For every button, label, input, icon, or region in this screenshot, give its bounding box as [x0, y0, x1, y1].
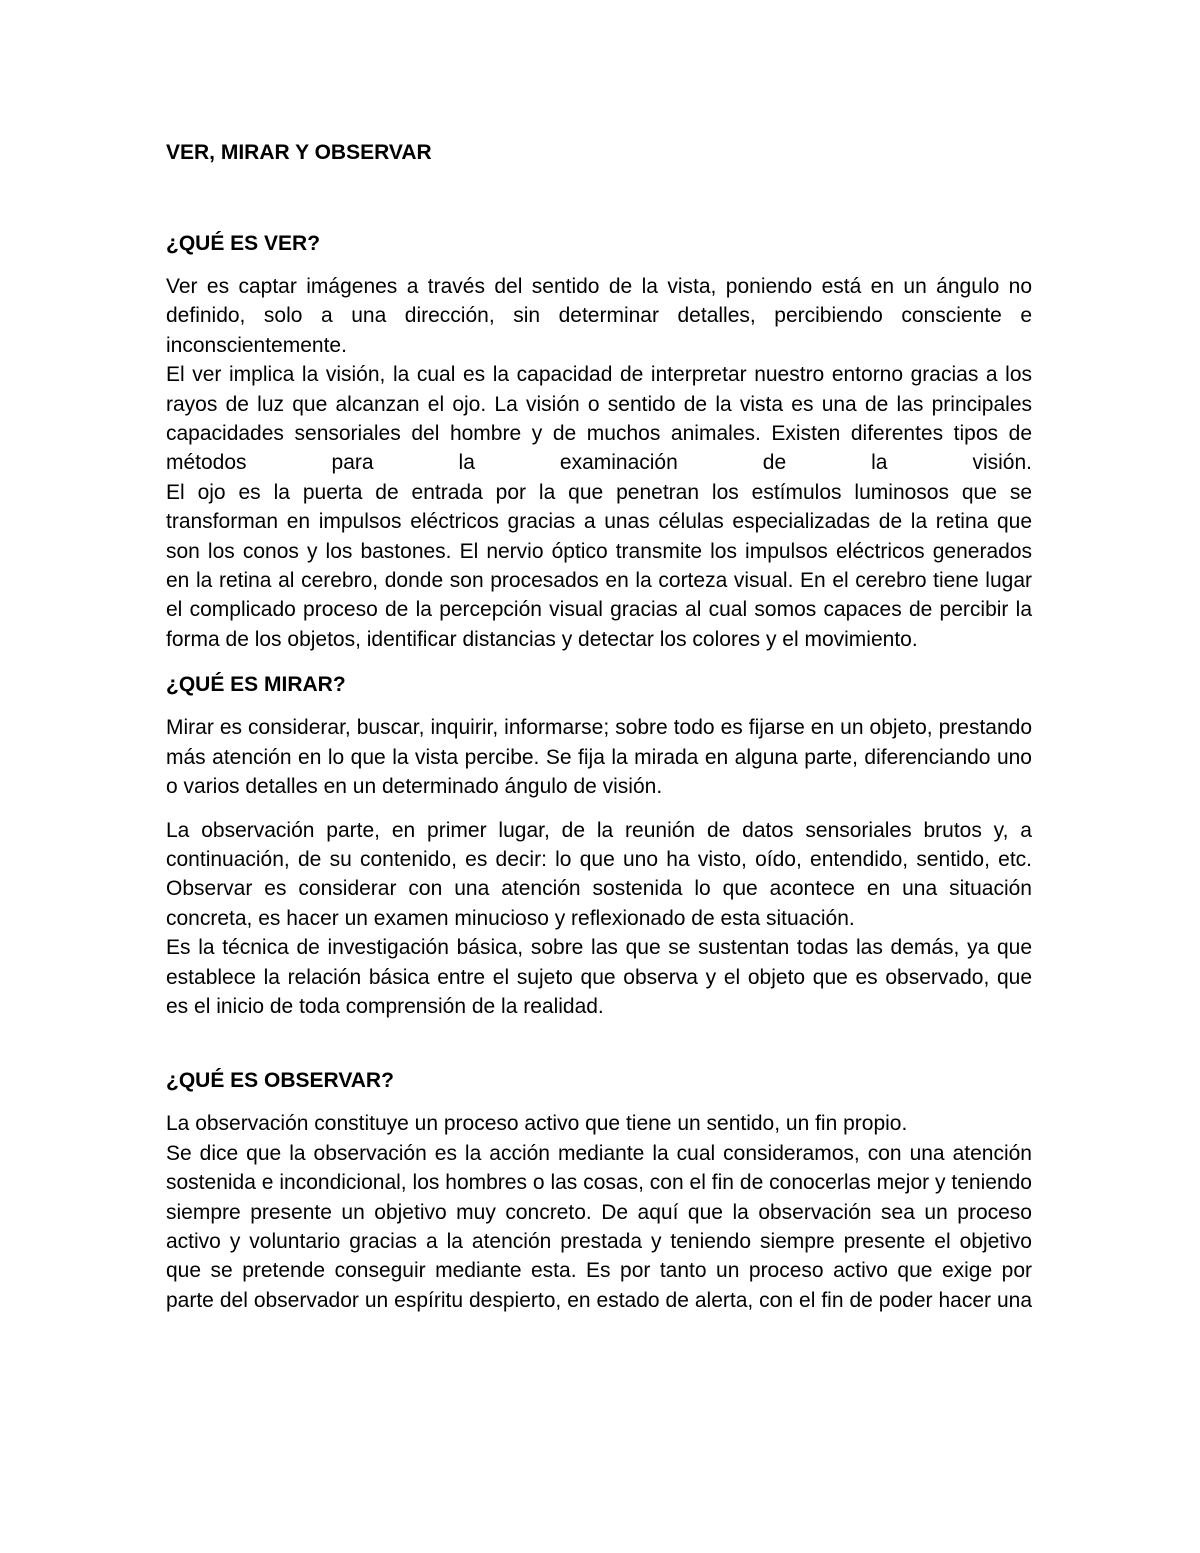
paragraph-observar-detalle-text: Se dice que la observación es la acción mediante la cual consideramos, con una atención sostenida e incondicional, los hombres o las cosas, con el fin de conocerlas mejor y teniendo siempre presente un objetivo muy concreto. De aquí que la observación sea un proceso activo y voluntario gracias a la atención prestada y teniendo siempre presente el objetivo que se pretende conseguir mediante esta. Es por tanto un proceso activo que exige por parte del observador un espíritu despierto, en estado de alerta, con el fin de poder hacer una: [166, 1141, 1032, 1312]
paragraph-observacion-parte-text: La observación parte, en primer lugar, de la reunión de datos sensoriales brutos y, a continuación, de su contenido, es decir: lo que uno ha visto, oído, entendido, sentido, etc. Observar es considerar con una atención sostenida lo que acontece en una situación concreta, es hacer un examen minucioso y reflexionado de esta situación.: [166, 818, 1032, 930]
document-title: VER, MIRAR Y OBSERVAR: [166, 141, 432, 164]
paragraph-tecnica-investigacion-text: Es la técnica de investigación básica, sobre las que se sustentan todas las demás, ya que establece la relación básica entre el sujeto que observa y el objeto que es observado, que es el inicio de toda comprensión de la realidad.: [166, 936, 1032, 1018]
paragraph-observacion-parte: [166, 816, 1032, 1022]
paragraph-ver-ojo-text: El ojo es la puerta de entrada por la que penetran los estímulos luminosos que se transforman en impulsos eléctricos gracias a unas células especializadas de la retina que son los conos y los bastones. El nervio óptico transmite los impulsos eléctricos generados en la retina al cerebro, donde son procesados en la corteza visual. En el cerebro tiene lugar el complicado proceso de la percepción visual gracias al cual somos capaces de percibir la forma de los objetos, identificar distancias y detectar los colores y el movimiento.: [166, 480, 1032, 651]
heading-que-es-ver: ¿QUÉ ES VER?: [166, 232, 321, 255]
document-page: [166, 138, 1032, 1315]
paragraph-ver-definicion-text: Ver es captar imágenes a través del sentido de la vista, poniendo está en un ángulo no definido, solo a una dirección, sin determinar detalles, percibiendo consciente e inconscientemente.: [166, 275, 1032, 357]
paragraph-observar-intro-text: La observación constituye un proceso activo que tiene un sentido, un fin propio.: [166, 1112, 908, 1136]
paragraph-observar-definicion: [166, 1109, 1032, 1315]
paragraph-mirar-definicion: Mirar es considerar, buscar, inquirir, informarse; sobre todo es fijarse en un objeto, prestando más atención en lo que la vista percibe. Se fija la mirada en alguna parte, diferenciando uno o varios detalles en un determinado ángulo de visión.: [166, 716, 1032, 799]
heading-que-es-mirar: ¿QUÉ ES MIRAR?: [166, 673, 346, 697]
heading-que-es-observar: ¿QUÉ ES OBSERVAR?: [166, 1069, 394, 1093]
paragraph-ver-definicion: [166, 272, 1032, 654]
paragraph-ver-vision-text: El ver implica la visión, la cual es la capacidad de interpretar nuestro entorno gracias a los rayos de luz que alcanzan el ojo. La visión o sentido de la vista es una de las principales capacidades sensoriales del hombre y de muchos animales. Existen diferentes tipos de métodos para la examinación de la visión.: [166, 363, 1032, 475]
